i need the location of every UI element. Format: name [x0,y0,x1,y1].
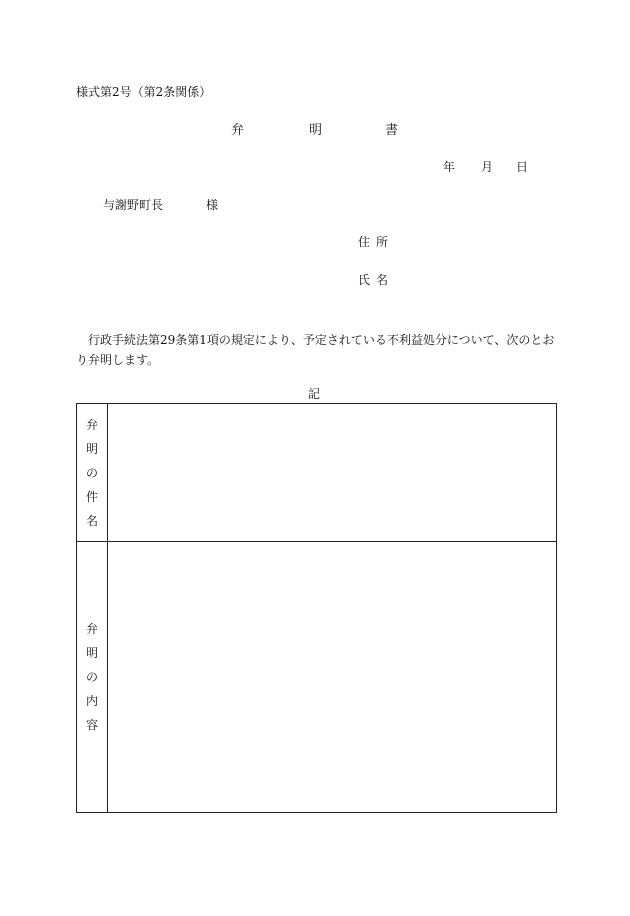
content-label-char: 明 [85,646,98,660]
date-year-label: 年 [443,160,456,174]
addressee-name: 与謝野町長 [103,198,164,212]
content-row [77,542,556,812]
subject-label-char: 名 [85,513,98,528]
form-number: 様式第2号（第2条関係） [76,85,212,99]
body-paragraph: 行政手続法第29条第1項の規定により、予定されている不利益処分について、次のとおり弁明します。 [76,333,555,367]
subject-label-cell [77,404,108,541]
content-label-char: の [85,670,98,684]
record-heading: 記 [308,387,321,401]
subject-value-cell[interactable] [108,404,556,541]
subject-label-char: 明 [85,441,98,456]
name-label: 氏名 [358,273,395,287]
subject-label-char: 弁 [85,417,98,432]
date-month-label: 月 [481,160,494,174]
document-title-char: 弁 [231,123,245,138]
subject-label-char: の [85,465,98,480]
document-title-char: 明 [309,123,323,138]
content-label-char: 容 [85,718,98,732]
subject-label-char: 件 [85,489,98,504]
subject-row [77,404,556,542]
explanation-table [76,403,557,813]
content-value-cell[interactable] [108,542,556,812]
address-label: 住所 [358,235,395,249]
date-day-label: 日 [516,160,529,174]
addressee-honorific: 様 [206,198,219,212]
content-label-cell [77,542,108,812]
content-label-char: 内 [85,694,98,708]
document-title-char: 書 [385,123,399,138]
content-label-char: 弁 [85,622,98,636]
